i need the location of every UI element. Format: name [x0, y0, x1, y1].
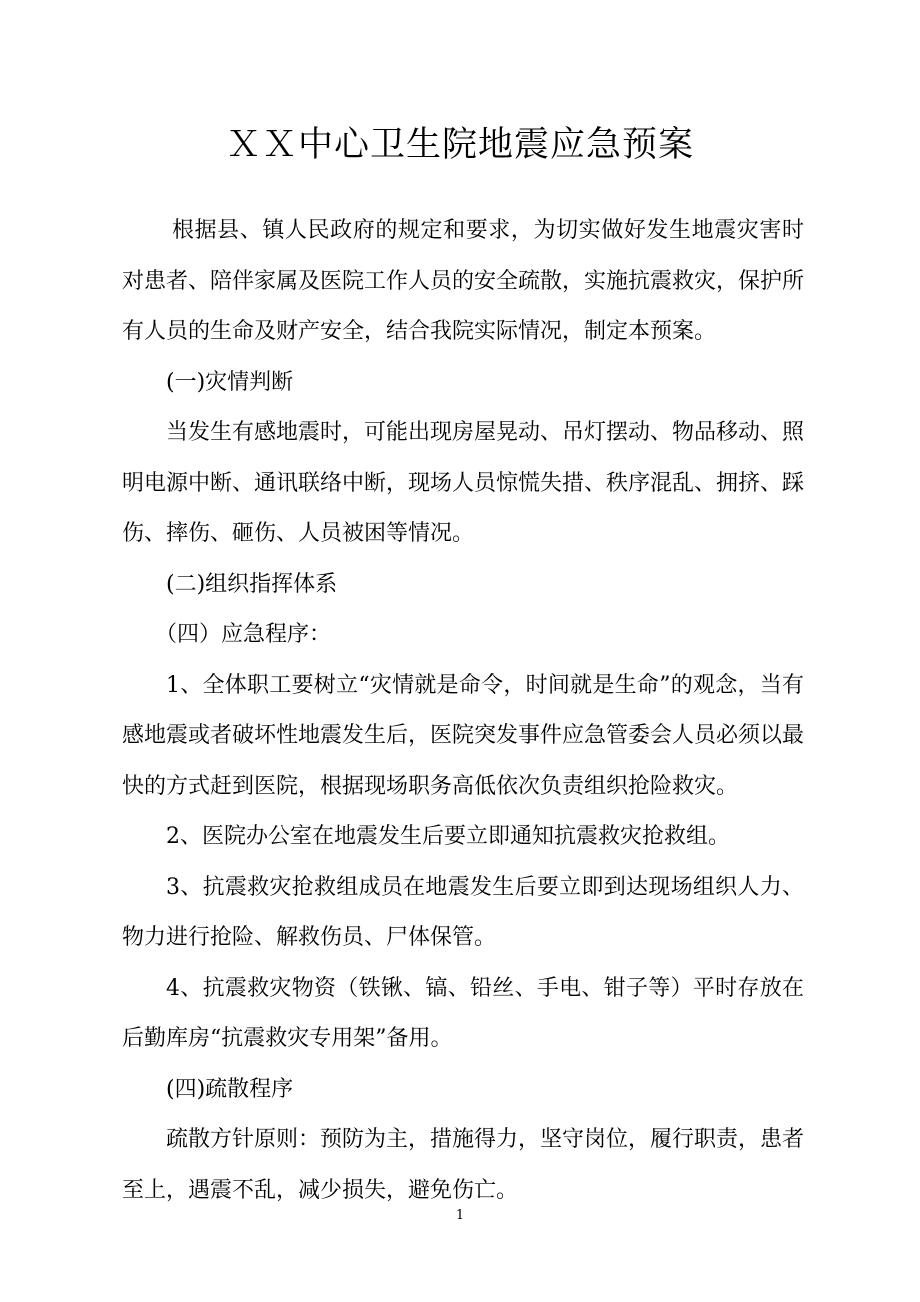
section-heading-emergency-procedure: （四）应急程序：	[155, 622, 332, 647]
document-title: ＸＸ中心卫生院地震应急预案	[225, 125, 694, 165]
procedure-item-3: 3、抗震救灾抢救组成员在地震发生后要立即到达现场组织人力、物力进行抢险、解救伤员、尸体保管。	[122, 874, 804, 950]
section-heading-disaster-assessment: (一)灾情判断	[166, 369, 294, 395]
document-body	[122, 206, 804, 1216]
procedure-item-4: 4、抗震救灾物资（铁锹、镐、铅丝、手电、钳子等）平时存放在后勤库房“抗震救灾专用架”备用。	[122, 975, 804, 1051]
disaster-assessment-paragraph: 当发生有感地震时，可能出现房屋晃动、吊灯摆动、物品移动、照明电源中断、通讯联络中断，现场人员惊慌失措、秩序混乱、拥挤、踩伤、摔伤、砸伤、人员被困等情况。	[122, 420, 805, 546]
section-heading-evacuation: (四)疏散程序	[166, 1076, 294, 1102]
procedure-item-2: 2、医院办公室在地震发生后要立即通知抗震救灾抢救组。	[166, 824, 730, 849]
section-heading-command-system: (二)组织指挥体系	[166, 571, 338, 597]
evacuation-principles-paragraph: 疏散方针原则：预防为主，措施得力，坚守岗位，履行职责，患者至上，遇震不乱，减少损失，避免伤亡。	[122, 1127, 805, 1203]
procedure-item-1: 1、全体职工要树立“灾情就是命令，时间就是生命”的观念，当有感地震或者破坏性地震发生后，医院突发事件应急管委会人员必须以最快的方式赶到医院，根据现场职务高低依次负责组织抢险救灾。	[122, 672, 805, 799]
intro-paragraph: 根据县、镇人民政府的规定和要求，为切实做好发生地震灾害时对患者、陪伴家属及医院工作人员的安全疏散，实施抗震救灾，保护所有人员的生命及财产安全，结合我院实际情况，制定本预案。	[122, 218, 805, 344]
page-number: 1	[455, 1208, 465, 1223]
